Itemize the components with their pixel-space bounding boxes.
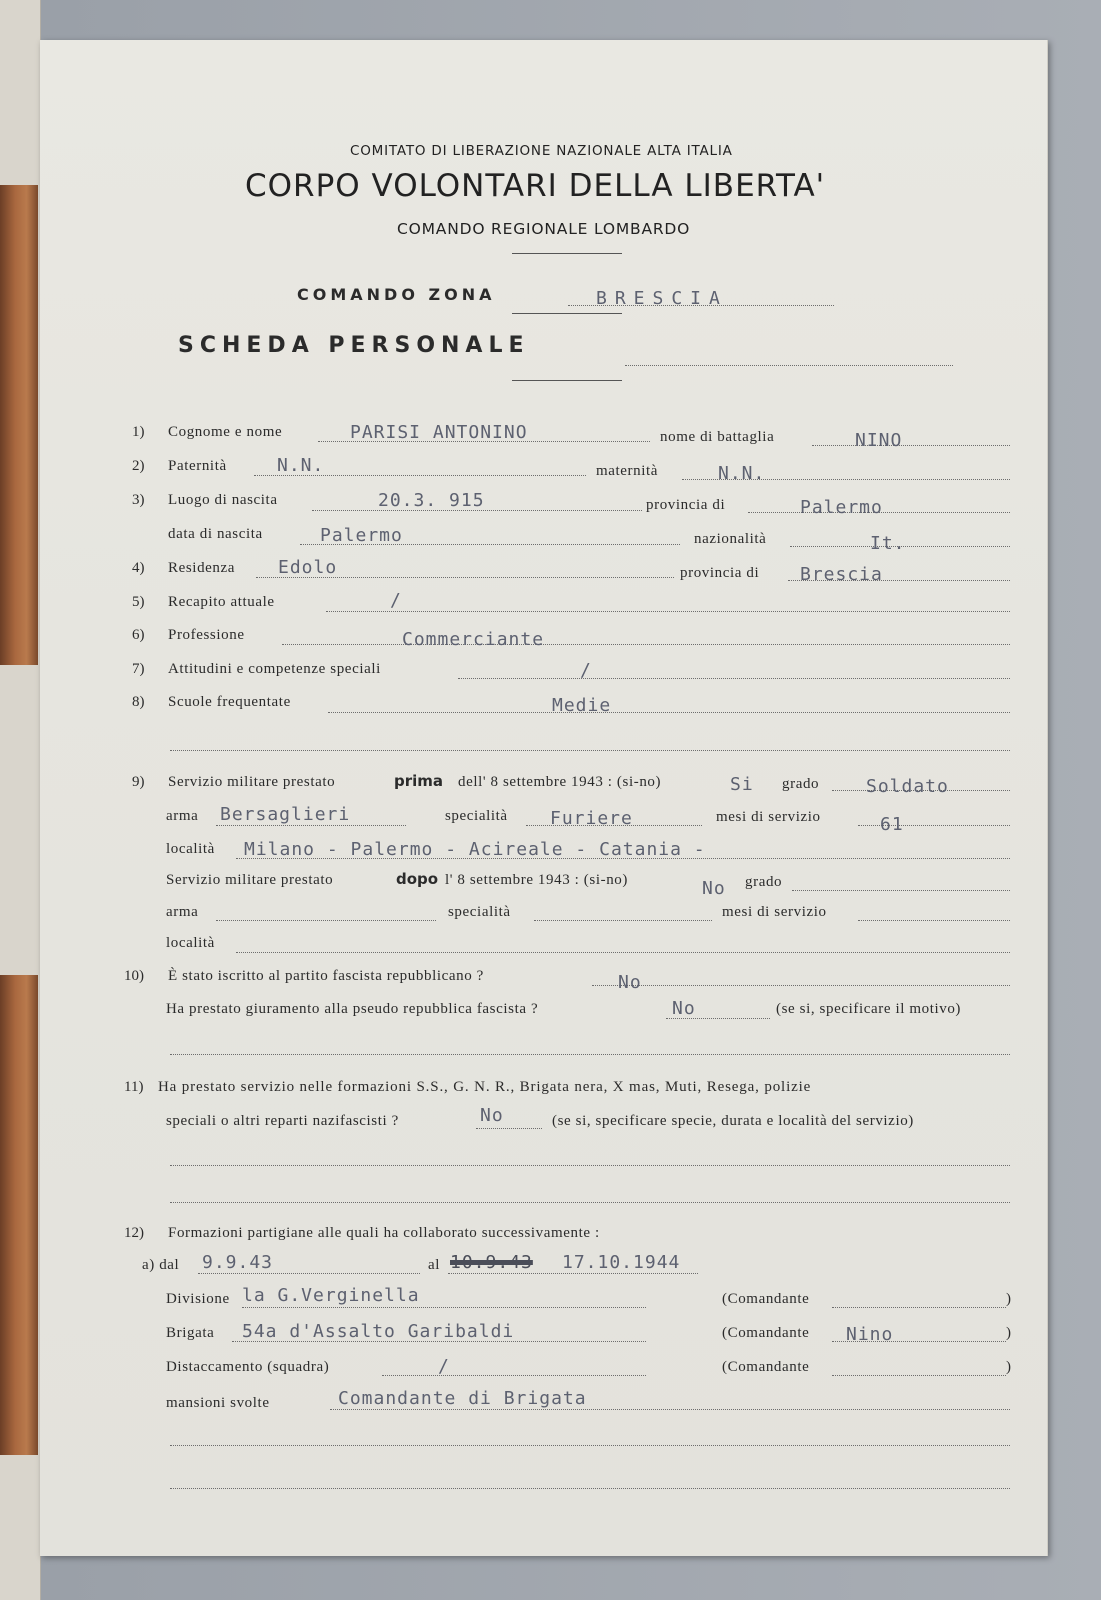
si-no-value: Si (730, 774, 754, 795)
mansioni-label: mansioni svolte (166, 1395, 270, 1411)
al-value: 17.10.1944 (562, 1252, 681, 1273)
battaglia-label: nome di battaglia (660, 429, 775, 445)
paternita-label: Paternità (168, 458, 227, 474)
item-number-7: 7) (132, 661, 145, 677)
divisione-label: Divisione (166, 1291, 230, 1307)
specialita2-line (534, 920, 712, 921)
header-committee: COMITATO DI LIBERAZIONE NAZIONALE ALTA ITALIA (350, 143, 733, 159)
nazionalita-value: It. (870, 533, 906, 554)
al-line (448, 1273, 698, 1274)
scheda-line (625, 365, 953, 366)
brig-comandante-value: Nino (846, 1324, 894, 1345)
item-number-3: 3) (132, 492, 145, 508)
mesi-value: 61 (880, 814, 904, 835)
iscritto-line (592, 985, 1010, 986)
distaccamento-line (382, 1375, 646, 1376)
recapito-label: Recapito attuale (168, 594, 275, 610)
attitudini-label: Attitudini e competenze speciali (168, 661, 381, 677)
formazioni-line (476, 1128, 542, 1129)
item-number-6: 6) (132, 627, 145, 643)
header-title: CORPO VOLONTARI DELLA LIBERTA' (245, 168, 826, 204)
recapito-value: / (390, 590, 402, 611)
localita2-line (236, 952, 1010, 953)
arma2-label: arma (166, 904, 199, 920)
scuole-label: Scuole frequentate (168, 694, 291, 710)
brigata-value: 54a d'Assalto Garibaldi (242, 1321, 515, 1342)
provincia-label: provincia di (646, 497, 726, 513)
arma2-line (216, 920, 436, 921)
arma-value: Bersaglieri (220, 804, 351, 825)
item-number-11: 11) (124, 1079, 144, 1095)
binder-spine-upper (0, 185, 38, 665)
div-comandante-label: (Comandante (722, 1291, 810, 1307)
mansioni-line-2 (170, 1445, 1010, 1446)
iscritto-label: È stato iscritto al partito fascista repubblicano ? (168, 968, 484, 984)
cognome-label: Cognome e nome (168, 424, 283, 440)
luogo-value: 20.3. 915 (378, 490, 485, 511)
professione-label: Professione (168, 627, 245, 643)
grado-label: grado (782, 776, 820, 792)
scuole-line (328, 712, 1010, 713)
serv-dopo-label-b: dopo (396, 870, 439, 888)
si-no2-value: No (702, 878, 726, 899)
header-rule (512, 253, 622, 254)
formazioni-note: (se si, specificare specie, durata e località del servizio) (552, 1113, 914, 1129)
zona-label: COMANDO ZONA (297, 285, 496, 304)
partigiane-label: Formazioni partigiane alle quali ha collaborato successivamente : (168, 1225, 600, 1241)
giuramento-value: No (672, 998, 696, 1019)
specialita-value: Furiere (550, 808, 633, 829)
grado-value: Soldato (866, 776, 949, 797)
provincia2-label: provincia di (680, 565, 760, 581)
formazioni-label-1: Ha prestato servizio nelle formazioni S.S., G. N. R., Brigata nera, X mas, Muti, Resega, polizie (158, 1079, 812, 1095)
recapito-line (326, 611, 1010, 612)
distaccamento-value: / (438, 1356, 450, 1377)
dal-line (198, 1273, 420, 1274)
serv-dopo-label-a: Servizio militare prestato (166, 872, 334, 888)
maternita-value: N.N. (718, 463, 766, 484)
item-number-9: 9) (132, 774, 145, 790)
brig-comandante-label: (Comandante (722, 1325, 810, 1341)
serv-prima-label-b: prima (394, 772, 444, 790)
mansioni-value: Comandante di Brigata (338, 1388, 587, 1409)
brigata-label: Brigata (166, 1325, 215, 1341)
data-label: data di nascita (168, 526, 263, 542)
arma-line (216, 825, 406, 826)
mesi2-line (858, 920, 1010, 921)
div-comandante-line (832, 1307, 1006, 1308)
provincia2-value: Brescia (800, 564, 883, 585)
formazioni-label-2: speciali o altri reparti nazifascisti ? (166, 1113, 399, 1129)
giuramento-line-2 (170, 1054, 1010, 1055)
localita-label: località (166, 841, 215, 857)
formazioni-line-3 (170, 1202, 1010, 1203)
residenza-label: Residenza (168, 560, 236, 576)
header-regional: COMANDO REGIONALE LOMBARDO (397, 220, 691, 238)
grado2-line (792, 890, 1010, 891)
provincia-value: Palermo (800, 497, 883, 518)
serv-prima-label-a: Servizio militare prestato (168, 774, 336, 790)
nazionalita-label: nazionalità (694, 531, 767, 547)
maternita-label: maternità (596, 463, 659, 479)
zona-value: BRESCIA (596, 288, 728, 309)
item-number-2: 2) (132, 458, 145, 474)
giuramento-label: Ha prestato giuramento alla pseudo repubblica fascista ? (166, 1001, 539, 1017)
specialita-label: specialità (445, 808, 508, 824)
mansioni-line-3 (170, 1488, 1010, 1489)
dist-comandante-label: (Comandante (722, 1359, 810, 1375)
residenza-value: Edolo (278, 557, 338, 578)
luogo-label: Luogo di nascita (168, 492, 278, 508)
item-number-8: 8) (132, 694, 145, 710)
scheda-rule (512, 380, 622, 381)
item-number-10: 10) (124, 968, 144, 984)
scheda-title: SCHEDA PERSONALE (178, 333, 530, 358)
mansioni-line (330, 1409, 1010, 1410)
arma-label: arma (166, 808, 199, 824)
scuole-line-2 (170, 750, 1010, 751)
div-comandante-close: ) (1006, 1291, 1012, 1307)
item-number-1: 1) (132, 424, 145, 440)
cognome-value: PARISI ANTONINO (350, 422, 528, 443)
dal-value: 9.9.43 (202, 1252, 274, 1273)
distaccamento-label: Distaccamento (squadra) (166, 1359, 330, 1375)
divisione-line (242, 1307, 646, 1308)
dal-label: a) dal (142, 1257, 180, 1273)
mesi-label: mesi di servizio (716, 809, 821, 825)
grado2-label: grado (745, 874, 783, 890)
dist-comandante-close: ) (1006, 1359, 1012, 1375)
mesi2-label: mesi di servizio (722, 904, 827, 920)
giuramento-note: (se si, specificare il motivo) (776, 1001, 962, 1017)
attitudini-line (458, 678, 1010, 679)
iscritto-value: No (618, 972, 642, 993)
dist-comandante-line (832, 1375, 1006, 1376)
formazioni-line-2 (170, 1165, 1010, 1166)
item-number-5: 5) (132, 594, 145, 610)
specialita2-label: specialità (448, 904, 511, 920)
localita-value: Milano - Palermo - Acireale - Catania - (244, 839, 706, 860)
al-struck-value: 10.9.43 (450, 1252, 533, 1273)
scuole-value: Medie (552, 695, 612, 716)
serv-prima-label-c: dell' 8 settembre 1943 : (si-no) (458, 774, 662, 790)
battaglia-value: NINO (855, 430, 903, 451)
professione-line (282, 644, 1010, 645)
professione-value: Commerciante (402, 629, 545, 650)
binder-spine-lower (0, 975, 38, 1455)
divisione-value: la G.Verginella (242, 1285, 420, 1306)
personal-record-sheet (40, 40, 1048, 1556)
data-value: Palermo (320, 525, 403, 546)
paternita-value: N.N. (277, 455, 325, 476)
al-label: al (428, 1257, 441, 1273)
item-number-4: 4) (132, 560, 145, 576)
localita2-label: località (166, 935, 215, 951)
attitudini-value: / (580, 660, 592, 681)
zona-rule (512, 313, 622, 314)
brig-comandante-close: ) (1006, 1325, 1012, 1341)
item-number-12: 12) (124, 1225, 144, 1241)
formazioni-value: No (480, 1105, 504, 1126)
serv-dopo-label-c: l' 8 settembre 1943 : (si-no) (445, 872, 628, 888)
battaglia-line (812, 445, 1010, 446)
